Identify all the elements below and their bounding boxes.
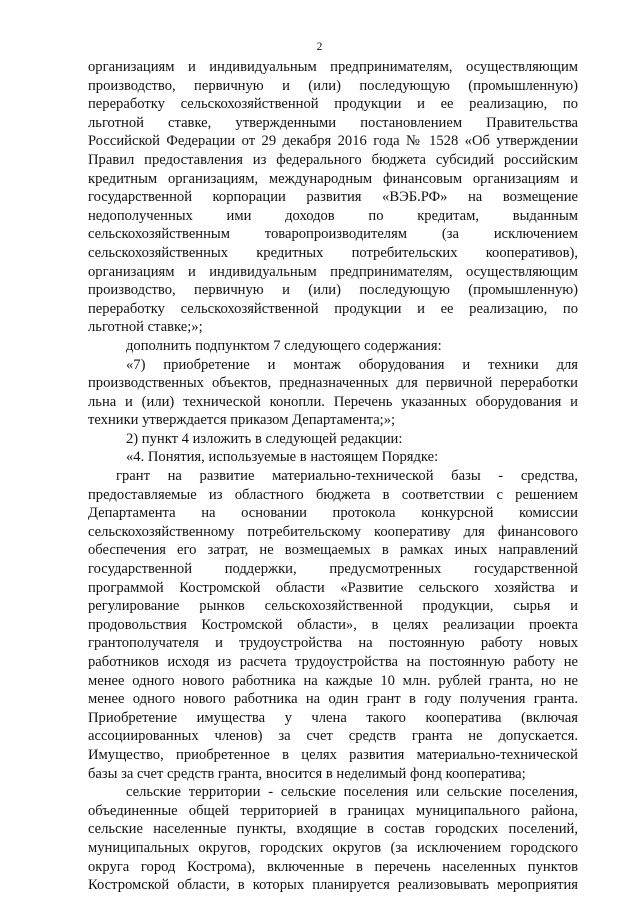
text-line: организациям и индивидуальным предпринимателям, осуществляющим — [88, 263, 578, 280]
text-line: сельскохозяйственных кредитных потребительских кооперативов), — [88, 244, 578, 261]
text-line: обеспечения его затрат, не возмещаемых в рамках иных направлений — [88, 542, 578, 559]
text-line: Российской Федерации от 29 декабря 2016 года № 1528 «Об утверждении — [88, 133, 578, 150]
text-line: кредитным организациям, международным финансовым организациям и — [88, 170, 578, 187]
text-line: грант на развитие материально-технической базы - средства, — [116, 468, 578, 485]
text-line: программой Костромской области «Развитие сельского хозяйства и — [88, 579, 578, 596]
text-line: сельские населенные пункты, входящие в состав городских поселений, — [88, 821, 578, 838]
page-number: 2 — [316, 41, 323, 53]
text-line: предоставляемые из областного бюджета в соответствии с решением — [88, 486, 578, 503]
text-line: округа город Кострома), включенные в перечень населенных пунктов — [88, 858, 578, 875]
document-body — [88, 58, 578, 895]
text-line: недополученных ими доходов по кредитам, выданным — [88, 207, 578, 224]
text-line: сельскохозяйственным товаропроизводителям (за исключением — [88, 226, 578, 243]
text-line: льна и (или) технической конопли. Перечень указанных оборудования и — [88, 393, 578, 410]
text-line: государственной поддержки, предусмотренных государственной — [88, 561, 578, 578]
text-line: объединенные общей территорией в границах муниципального района, — [88, 802, 578, 819]
text-line: сельские территории - сельские поселения или сельские поселения, — [126, 784, 578, 801]
text-line: производство, первичную и (или) последующую (промышленную) — [88, 77, 578, 94]
text-line: дополнить подпунктом 7 следующего содержания: — [126, 337, 442, 354]
text-line: организациям и индивидуальным предпринимателям, осуществляющим — [88, 59, 578, 75]
text-line: продовольствия Костромской области», в целях реализации проекта — [88, 616, 578, 633]
text-line: «7) приобретение и монтаж оборудования и техники для — [126, 356, 578, 373]
text-line: работников исходя из расчета трудоустройства на постоянную работу не — [88, 654, 578, 670]
text-line: грантополучателя и трудоустройства на постоянную работу новых — [88, 635, 578, 652]
text-line: сельскохозяйственному потребительскому кооперативу для финансового — [88, 523, 578, 540]
text-line: 2) пункт 4 изложить в следующей редакции: — [126, 430, 403, 447]
text-line: переработку сельскохозяйственной продукции и ее реализацию, по — [88, 300, 578, 317]
text-line: производство, первичную и (или) последующую (промышленную) — [88, 282, 578, 299]
text-line: менее одного нового работника на каждые 10 млн. рублей гранта, но не — [88, 672, 578, 689]
text-line: «4. Понятия, используемые в настоящем Порядке: — [126, 449, 439, 466]
text-line: Правил предоставления из федерального бюджета субсидий российским — [88, 151, 578, 168]
text-line: базы за счет средств гранта, вносится в неделимый фонд кооператива; — [88, 765, 526, 782]
text-line: ассоциированных членов) за счет средств гранта не допускается. — [88, 728, 578, 745]
text-line: переработку сельскохозяйственной продукции и ее реализацию, по — [88, 96, 578, 113]
text-line: льготной ставке, утвержденными постановлением Правительства — [88, 114, 578, 131]
text-line: Имущество, приобретенное в целях развития материально-технической — [88, 746, 578, 763]
text-line: Костромской области, в которых планируется реализовывать мероприятия — [88, 877, 578, 894]
text-line: менее одного нового работника на один грант в году получения гранта. — [88, 691, 578, 708]
text-line: муниципальных округов, городских округов (за исключением городского — [88, 839, 578, 856]
text-line: государственной корпорации развития «ВЭБ.РФ» на возмещение — [88, 189, 578, 206]
text-line: Приобретение имущества у члена такого кооператива (включая — [88, 709, 578, 726]
text-line: техники утверждается приказом Департамента;»; — [88, 412, 396, 429]
text-line: производственных объектов, предназначенных для первичной переработки — [88, 375, 578, 392]
text-line: льготной ставке;»; — [88, 319, 203, 336]
text-line: регулирование рынков сельскохозяйственной продукции, сырья и — [88, 598, 578, 615]
text-line: Департамента на основании протокола конкурсной комиссии — [88, 505, 578, 522]
